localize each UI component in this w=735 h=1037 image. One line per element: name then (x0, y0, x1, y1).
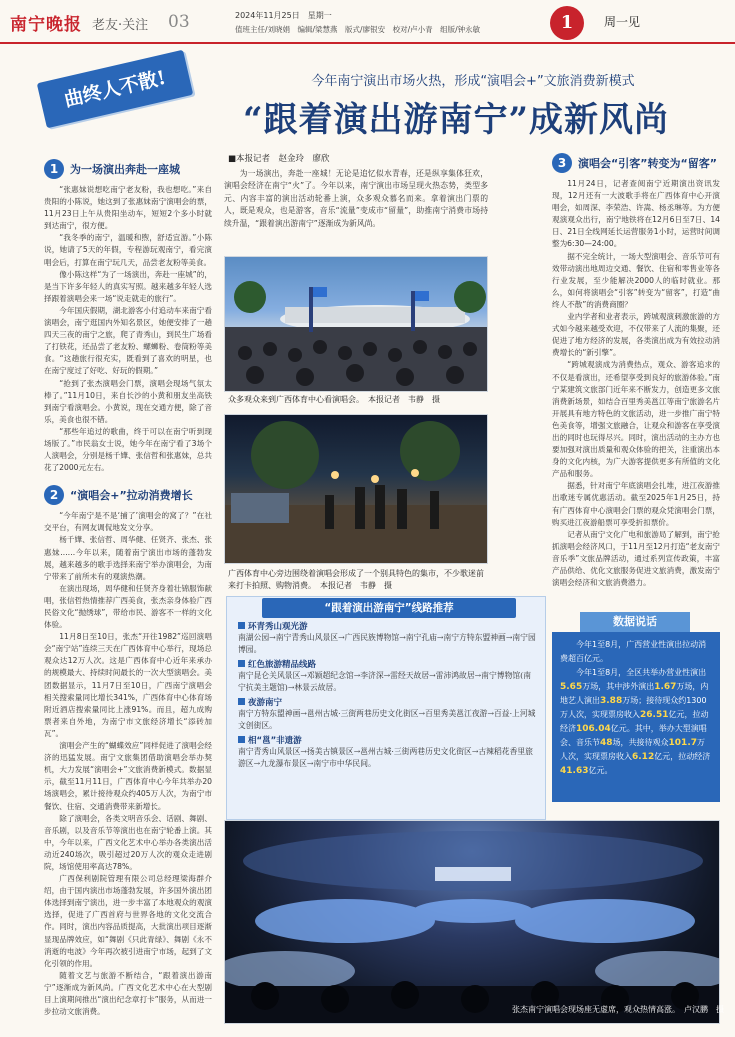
data-figure: 6.12 (632, 752, 655, 762)
paragraph: 今年国庆假期，湖北游客小付追动车来南宁看演唱会，南宁逛国内外知名景区，她便安排了一趟四天三夜的南宁之旅，爬了青秀山，到民生广场看了打铁花，还品尝了老友粉、螺蛳粉、卷筒粉等美食。“这趟旅行很充实，既看到了喜欢的明星，也在南宁度过了好吃、好玩的假期。” (44, 305, 212, 376)
night-market-illustration (225, 415, 488, 564)
data-figure: 48 (600, 738, 613, 748)
column-badge: 1 (550, 6, 584, 40)
lead-text: 为一场演出，奔赴一座城！无论是追忆似水青春，还是纵享集体狂欢，演唱会经济在南宁“火”了。今年以来，南宁演出市场呈现火热态势，类型多元、内容丰富的演出活动轮番上演，众多观众慕名而来。拿着演出门票的人，既是观众，也是游客，音乐“流量”变成市“留量”，助推南宁消费市场持续升温，“跟着演出游南宁”逐渐成为新风尚。 (224, 169, 488, 228)
data-figure: 106.04 (576, 724, 611, 734)
paragraph: 记者从南宁文化广电和旅游局了解到，南宁抢抓演唱会经济风口，于11月至12月打造“老友南宁音乐季”文旅品牌活动，通过系列宣传政策，丰富产品供给、优化文旅服务促进文旅消费，激发南宁演唱会经济和文旅消费潜力。 (552, 529, 720, 588)
section-3-heading (552, 150, 720, 176)
data-text: 亿元。其中，举办大型演唱会、音乐节 (560, 724, 707, 747)
data-box-title: 数据说话 (580, 612, 690, 632)
route-item (238, 620, 538, 655)
section-number: 1 (44, 159, 64, 179)
lead-paragraph (224, 168, 488, 264)
data-figure: 1.67 (654, 682, 677, 692)
route-item (238, 658, 538, 693)
section-title: 演唱会“引客”转变为“留客” (578, 157, 717, 170)
paragraph: 据悉，针对南宁年底演唱会扎堆，进江夜游推出歌迷专属优惠活动。截至2025年1月25日，持有广西体育中心演唱会门票的观众凭演唱会门票，购买进江夜游船票可享受折扣票价。 (552, 481, 720, 527)
paragraph: 演唱会产生的“蝴蝶效应”同样促进了演唱会经济的迅猛发展。南宁文旅集团借助演唱会举办契机，大力发展“演唱会+”文旅消费新模式。数据显示，截至11月11日，广西体育中心今年共举办20场演唱会，累计接待观众约405万人次，为南宁市餐饮、住宿、交通消费带来新增长。 (44, 741, 212, 811)
section-name: 老友·关注 (92, 18, 149, 33)
paragraph: “今年南宁是不是‘捕了’演唱会的窝了？”在社交平台，有网友调侃地发文分享。 (44, 511, 212, 533)
data-text: 万场，内地艺人演出 (560, 682, 709, 705)
article-title: “跟着演出游南宁”成新风尚 (242, 100, 670, 140)
night-market-photo (224, 414, 488, 564)
section-title: “演唱会+”拉动消费增长 (70, 489, 193, 503)
data-text: 亿元，拉动经济 (654, 752, 711, 761)
data-facts-box (552, 632, 720, 802)
paragraph: 除了演唱会，各类文明音乐会、话剧、舞剧、音乐剧，以及音乐节等演出也在南宁轮番上演。其中，今年以来，广西文化艺术中心举办各类演出活动近240场次，吸引超过20万人次的观众走进剧院，场馆使用率高达78%。 (44, 813, 212, 871)
newspaper-logo: 南宁晚报 (10, 15, 82, 35)
stadium-crowd-illustration (225, 257, 488, 392)
route-path: 南宁青秀山风景区→扬美古镇景区→邕州古城·三街两巷历史文化街区→古辣稻花香里旅游区→九龙瀑布景区→南宁市中华民间。 (238, 747, 533, 768)
data-figure: 3.88 (600, 696, 623, 706)
data-paragraph (560, 666, 712, 778)
article-subtitle: 今年南宁演出市场火热，形成“演唱会+”文旅消费新模式 (311, 74, 635, 89)
concert-stadium-photo (224, 820, 720, 1024)
stadium-crowd-photo (224, 256, 488, 392)
route-name: 环青秀山观光游 (238, 620, 538, 632)
data-text: 亿元，拉动经济 (560, 710, 709, 733)
page-header (0, 0, 735, 44)
data-text: 今年1至8月，全区共举办营业性演出 (576, 668, 707, 677)
data-text: 万场，其中涉外演出 (582, 682, 655, 691)
route-name: 红色旅游精品线路 (238, 658, 538, 670)
editorial-staff: 值班主任/刘晓娟 编辑/梁慧燕 版式/廖银安 校对/卢小青 组版/钟永敏 (235, 25, 481, 34)
paragraph: 11月24日，记者查阅南宁近期演出资讯发现，12月还有一大波歌手将在广西体育中心开演唱会，如周深、李荣浩、许嵩、杨丞琳等。为方便观演观众出行，南宁地铁将在12月6日至7日、14日、21日全线网延长运营服务1小时，运营时间调整为6:30—24:00。 (552, 179, 720, 249)
route-box-title: “跟着演出游南宁”线路推荐 (262, 598, 516, 618)
paragraph: 随着文艺与旅游不断结合，“跟着演出游南宁”逐渐成为新风尚。广西文化艺术中心在大型剧目上演期间推出“演出纪念章打卡”服务，从而进一步拉动文旅消费。 (44, 970, 212, 1017)
data-text: 场，共接待观众 (612, 738, 669, 747)
paragraph: “我冬季的南宁，温暖和煦，舒适宜游。”小陈说，她请了5天的年假，专程游玩观南宁，看完演唱会后，打算在南宁玩几天，品尝老友粉等美食。 (44, 233, 212, 267)
byline: ■本报记者 赵金玲 廖欣 (228, 154, 330, 164)
paragraph: 像小陈这样“为了一场演出，奔赴一座城”的，是当下许多年轻人的真实写照。越来越多年轻人选择跟着演唱会来一场“说走就走的旅行”。 (44, 269, 212, 303)
data-paragraph: 今年1至8月，广西营业性演出拉动消费超百亿元。 (560, 640, 707, 663)
concert-stadium-illustration (225, 821, 720, 1024)
paragraph: 在演出现场，周华健和任贤齐身着壮锦服饰献唱，张信哲热情推荐广西美食，张杰亲身体验广西民俗文化“抛绣球”，带给市民、游客不一样的文化体验。 (44, 583, 212, 630)
route-path: 南湖公园→南宁青秀山风景区→广西民族博物馆→南宁孔庙→南宁方特东盟神画→南宁园博园。 (238, 633, 536, 654)
section-title: 为一场演出奔赴一座城 (70, 163, 180, 176)
column-label: 周一见 (604, 15, 641, 29)
section-1-heading (44, 156, 212, 182)
data-figure: 101.7 (668, 738, 697, 748)
route-path: 南宁方特东盟神画→邕州古城·三街两巷历史文化街区→百里秀美邕江夜游→百益·上河城文创街区。 (238, 709, 536, 730)
data-figure: 5.65 (560, 682, 583, 692)
paragraph: 业内学者和业者表示，跨城观演刺激旅游的方式如今越来越受欢迎，不仅带来了人流的集聚，还促进了地方经济的发展，各类演出成为有效拉动消费增长的“新引擎”。 (552, 312, 720, 358)
page-number: 03 (168, 12, 190, 32)
paragraph: 杨千嬅、张信哲、周华健、任贤齐、张杰、张惠妹……今年以来，随着南宁演出市场的蓬勃发展，越来越多的歌手选择来南宁举办演唱会，为南宁带来了前所未有的观演热潮。 (44, 535, 212, 581)
paragraph: “抢到了张杰演唱会门票，演唱会现场气氛太棒了。”11月10日，来自长沙的小黄和朋友坐高铁到南宁看演唱会。小黄说，现在交通方便，除了音乐，美食也很不错。 (44, 378, 212, 424)
section-2-heading (44, 482, 212, 508)
issue-date: 2024年11月25日 星期一 (235, 11, 332, 20)
photo-caption: 众多观众来到广西体育中心看演唱会。 本报记者 韦静 摄 (228, 395, 440, 404)
data-text: 万场；接待现众约1300万人次，实现票房收入 (560, 696, 707, 719)
paragraph: “那些年追过的歌曲，终于可以在南宁听到现场版了。”市民翁女士说，她今年在南宁看了3场个人演唱会，分别是杨千嬅、张信哲和张惠妹，总共花了2000元左右。 (44, 426, 212, 473)
section-number: 2 (44, 485, 64, 505)
left-column (44, 156, 212, 1026)
title-ribbon: 曲终人不散! (37, 50, 194, 129)
data-figure: 41.63 (560, 766, 589, 776)
route-name: 相“邕”非遗游 (238, 734, 538, 746)
route-item (238, 734, 538, 769)
paragraph: 11月8日至10日，张杰“开往1982”巡回演唱会“南宁站”连续三天在广西体育中心举行，现场总观众达12万人次。这是广西体育中心近年来承办的规模最大、持续时间最长的一次大型演唱会。美团数据显示，11月7日至10日，广西南宁演唱会相关搜索量同比增长341%，广西体育中心体育场附近酒店搜索量同比上涨91%。而且，超九成购票者来自外地，为南宁市文旅经济增长“添砖加瓦”。 (44, 632, 212, 738)
data-text: 万人次，实现票房收入 (560, 738, 705, 761)
data-text: 亿元。 (588, 766, 613, 775)
data-figure: 26.51 (640, 710, 669, 720)
paragraph: 广西保利剧院管理有限公司总经理梁海群介绍，由于国内演出市场蓬勃发展，许多国外演出团体选择到南宁演出，进一步丰富了本地观众的观演选择，促进了广西首府与世界各地的文化交流合作。同时，演出内容品质提高，大批演出项目逐渐显现品牌效应，如“舞剧《只此青绿》、舞剧《永不消逝的电波》今年再次被引进南宁市场，起到了文化引领的作用。 (44, 874, 212, 968)
photo-caption: 广西体育中心旁边围绕着演唱会形成了一个别具特色的集市，不少歌迷前来打卡拍照、购物消费。 本报记者 韦静 摄 (228, 569, 484, 590)
route-path: 南宁昆仑关风景区→邓颖超纪念馆→李济深→雷经天故居→雷沛鸿故居→南宁博物馆(南宁抗美主题馆)→林景云故居。 (238, 671, 531, 692)
section-number: 3 (552, 153, 572, 173)
photo-caption: 张杰南宁演唱会现场座无虚席，观众热情高涨。 卢汉鹏 摄 (512, 1005, 724, 1014)
route-list (238, 620, 538, 772)
route-item (238, 696, 538, 731)
route-name: 夜游南宁 (238, 696, 538, 708)
paragraph: 据不完全统计，一场大型演唱会、音乐节可有效带动演出地周边交通、餐饮、住宿和零售业等各行业发展，至少能解决2000人的临时就业。那么，如何将演唱会“引客”转变为“留客”，打造“曲终人不散”的消费商圈？ (552, 251, 720, 309)
paragraph: “张惠妹说想吃南宁老友粉，我也想吃。”来自贵阳的小陈说，她这到了张惠妹南宁演唱会的票，11月23日上午从贵阳坐动车，短短2个多小时就到达南宁，很方便。 (44, 185, 212, 231)
paragraph: “跨城观演成为消费热点，观众、游客追求的不仅是看演出，还希望享受到良好的旅游体验。”南宁某建筑文旅部门近年来不断发力，创造更多文旅消费新场景，如结合百里秀美邕江等南宁旅游名片开展具有地方特色的文旅活动，进一步推广南宁特色美食等，增强文旅融合，让观众和游客在享受演出的同时也玩得尽兴。同时，演出活动的主办方也要加强对演出质量和观众体验的把关，注重演出本身的文化内核，为广大游客提供更多有所值的文化产品和服务。 (552, 360, 720, 479)
